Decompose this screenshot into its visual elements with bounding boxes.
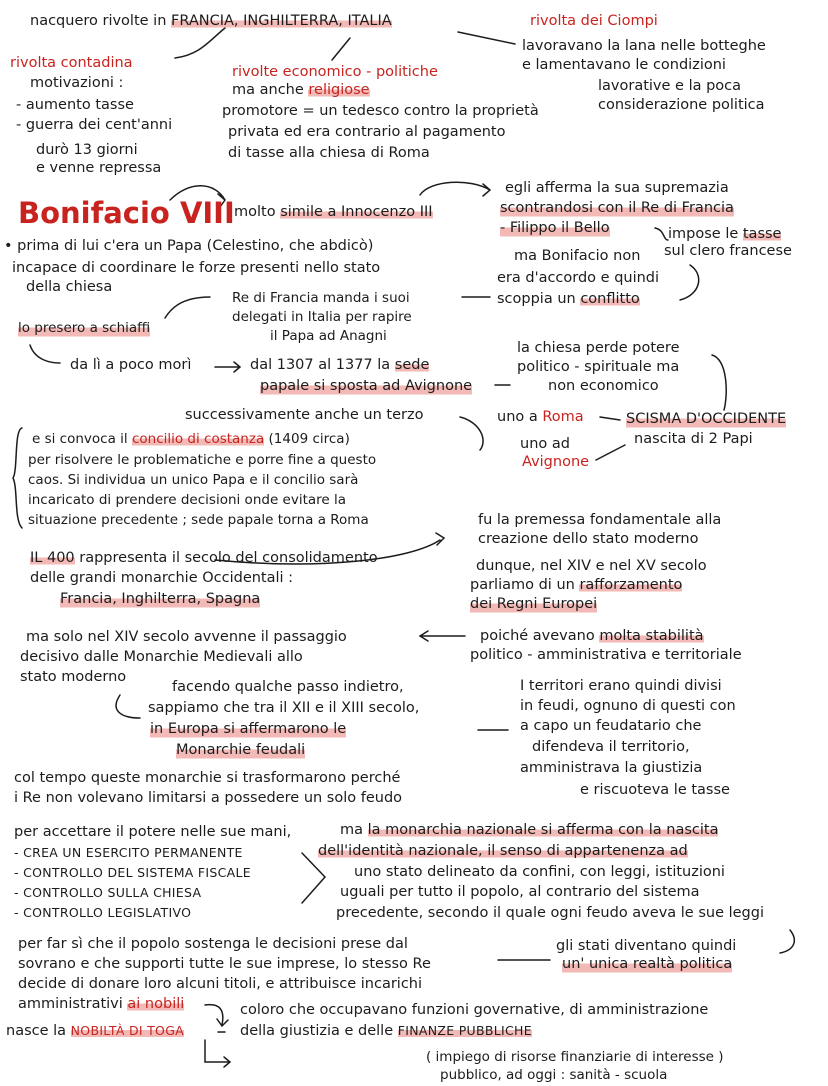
brace-concilio: [13, 428, 22, 528]
line-roma-scisma: [600, 417, 620, 420]
contadina-line: durò 13 giorni: [36, 142, 138, 158]
impiego-line: pubblico, ad oggi : sanità - scuola: [440, 1067, 668, 1083]
indietro-line: facendo qualche passo indietro,: [172, 679, 404, 695]
bonifacio-simile: [234, 202, 433, 222]
xiv-line: dunque, nel XIV e nel XV secolo: [476, 558, 707, 574]
quattrocento-line: [30, 548, 378, 568]
arrow-poiche-passaggio: [420, 631, 465, 641]
passaggio-line: decisivo dalle Monarchie Medievali allo: [20, 649, 303, 665]
rafforzamento-highlight: rafforzamento: [579, 577, 683, 593]
conflitto-line: [497, 289, 640, 309]
sede-highlight: sede: [394, 357, 430, 373]
curve-terzo: [460, 417, 483, 450]
territori-line: amministrava la giustizia: [520, 760, 703, 776]
control-item: - CONTROLLO LEGISLATIVO: [14, 905, 192, 920]
prima-line: • prima di lui c'era un Papa (Celestino, che abdicò): [4, 238, 374, 254]
popolo-line: [18, 994, 184, 1014]
premessa-line: fu la premessa fondamentale alla: [478, 512, 722, 528]
brace-tasse: [655, 228, 668, 240]
nascita-line: [318, 841, 688, 861]
terzo-text: successivamente anche un terzo: [185, 407, 424, 423]
territori-line: I territori erano quindi divisi: [520, 678, 722, 694]
tempo-line: col tempo queste monarchie si trasformarono perché: [14, 770, 401, 786]
ciompi-line: considerazione politica: [598, 97, 765, 113]
premessa-line: creazione dello stato moderno: [478, 531, 699, 547]
concilio-label: e si convoca il: [32, 431, 128, 447]
ciompi-line: lavorative e la poca: [598, 78, 742, 94]
chiesa-line: non economico: [548, 378, 659, 394]
chiesa-line: la chiesa perde potere: [517, 340, 680, 356]
arrow-innocenzo: [420, 182, 490, 196]
xiv-label: parliamo di un: [470, 577, 575, 593]
conflitto-label: scoppia un: [497, 291, 576, 307]
scisma-title: SCISMA D'OCCIDENTE: [626, 411, 787, 427]
arrow-nobili-coloro: [205, 1005, 228, 1026]
religiose-highlight: religiose: [308, 82, 370, 98]
coloro-line: coloro che occupavano funzioni governative, di amministrazione: [240, 1002, 709, 1018]
conflitto-highlight: conflitto: [580, 291, 640, 307]
bonifacio-title: Bonifacio VIII: [18, 196, 235, 230]
re-line: il Papa ad Anagni: [270, 328, 387, 344]
prima-line: incapace di coordinare le forze presenti nello stato: [12, 260, 381, 276]
toga-highlight: NOBILTÀ DI TOGA: [70, 1023, 185, 1038]
stabilita-highlight: molta stabilità: [599, 628, 704, 644]
economica-line: privata ed era contrario al pagamento: [228, 124, 506, 140]
nascita-line: [340, 820, 718, 840]
contadina-line: - aumento tasse: [16, 97, 134, 113]
control-item: - CREA UN ESERCITO PERMANENTE: [14, 845, 243, 860]
arrow-to-contadina: [175, 28, 225, 58]
line-re-left: [165, 297, 210, 318]
scisma-nascita: nascita di 2 Papi: [634, 431, 753, 447]
ciompi-title: rivolta dei Ciompi: [530, 13, 658, 29]
nobili-highlight: ai nobili: [127, 996, 185, 1012]
nazionale-line: uno stato delineato da confini, con leggi, istituzioni: [354, 864, 725, 880]
sede-line: papale si sposta ad Avignone: [260, 378, 473, 394]
countries-highlight: FRANCIA, INGHILTERRA, ITALIA: [171, 13, 392, 29]
quattrocento-line: delle grandi monarchie Occidentali :: [30, 570, 294, 586]
tasse-line: sul clero francese: [664, 243, 792, 259]
arrow-toga-down: [205, 1040, 230, 1067]
arrow-to-ciompi: [458, 32, 515, 44]
curve-chiesa-scisma: [712, 355, 726, 410]
sede-line: [250, 355, 429, 375]
suprem-line: scontrandosi con il Re di Francia: [500, 200, 734, 216]
indietro-line: in Europa si affermarono le: [150, 721, 347, 737]
re-line: delegati in Italia per rapire: [232, 309, 412, 325]
toga-label: nasce la: [6, 1023, 67, 1039]
tasse-label: impose le: [668, 226, 739, 242]
nazionale-line: precedente, secondo il quale ogni feudo aveva le sue leggi: [336, 905, 764, 921]
suprem-line: egli afferma la sua supremazia: [505, 180, 729, 196]
concilio-line: incaricato di prendere decisioni onde evitare la: [28, 492, 347, 508]
concilio-date: (1409 circa): [268, 431, 350, 447]
poiche-line: [480, 626, 704, 646]
conflitto-line: ma Bonifacio non: [514, 248, 641, 264]
accettare-text: per accettare il potere nelle sue mani,: [14, 824, 292, 840]
conflitto-line: era d'accordo e quindi: [497, 270, 660, 286]
ciompi-line: e lamentavano le condizioni: [522, 57, 726, 73]
prima-line: della chiesa: [26, 279, 113, 295]
indietro-line: sappiamo che tra il XII e il XIII secolo,: [148, 700, 420, 716]
stati-highlight: un' unica realtà politica: [562, 956, 733, 972]
countries-list: Francia, Inghilterra, Spagna: [60, 591, 261, 607]
passaggio-line: stato moderno: [20, 669, 127, 685]
mori-text: da lì a poco morì: [70, 357, 192, 373]
popolo-line: decide di donare loro alcuni titoli, e attribuisce incarichi: [18, 976, 423, 992]
popolo-line: sovrano e che supporti tutte le sue imprese, lo stesso Re: [18, 956, 431, 972]
roma-label: uno a: [497, 409, 538, 425]
innocenzo-highlight: simile a Innocenzo III: [280, 204, 433, 220]
poiche-line: politico - amministrativa e territoriale: [470, 647, 742, 663]
suprem-line: - Filippo il Bello: [500, 220, 610, 236]
concilio-line: caos. Si individua un unico Papa e il concilio sarà: [28, 472, 359, 488]
concilio-name: concilio di costanza: [131, 431, 265, 447]
popolo-line: per far sì che il popolo sostenga le decisioni prese dal: [18, 936, 408, 952]
contadina-line: - guerra dei cent'anni: [16, 117, 173, 133]
nazionale-line: uguali per tutto il popolo, al contrario del sistema: [340, 884, 700, 900]
tasse-highlight: tasse: [742, 226, 782, 242]
monarchia-highlight: la monarchia nazionale si afferma con la nascita: [367, 822, 719, 838]
economica-line: di tasse alla chiesa di Roma: [228, 145, 430, 161]
territori-line: in feudi, ognuno di questi con: [520, 698, 736, 714]
sede-label: dal 1307 al 1377 la: [250, 357, 391, 373]
intro-text: [30, 11, 392, 31]
territori-line: a capo un feudatario che: [520, 718, 702, 734]
nobili-label: amministrativi: [18, 996, 123, 1012]
concilio-line: per risolvere le problematiche e porre fine a questo: [28, 452, 377, 468]
year-highlight: IL 400: [30, 550, 75, 566]
avignone-label: uno ad: [520, 436, 570, 452]
curve-indietro: [116, 695, 140, 718]
re-line: Re di Francia manda i suoi: [232, 290, 410, 306]
arrow-to-economica: [332, 38, 350, 60]
toga-line: [6, 1021, 184, 1041]
xiv-line: [470, 575, 682, 595]
coloro-label: della giustizia e delle: [240, 1023, 394, 1039]
ma-label: ma: [340, 822, 364, 838]
roma-line: [497, 407, 584, 427]
concilio-line: situazione precedente ; sede papale torna a Roma: [28, 512, 369, 528]
roma-name: Roma: [542, 409, 584, 425]
control-item: - CONTROLLO SULLA CHIESA: [14, 885, 202, 900]
control-item: - CONTROLLO DEL SISTEMA FISCALE: [14, 865, 251, 880]
economica-subtitle: [232, 80, 370, 100]
coloro-line: [240, 1021, 532, 1041]
economica-line: promotore = un tedesco contro la proprietà: [222, 103, 539, 119]
impiego-line: ( impiego di risorse finanziarie di interesse ): [426, 1049, 724, 1065]
line-stati-right: [780, 930, 794, 953]
concilio-head: [32, 429, 350, 449]
curve-conflitto-right: [680, 265, 699, 300]
contadina-line: motivazioni :: [30, 75, 124, 91]
avignone-name: Avignone: [522, 454, 590, 470]
economica-label: ma anche: [232, 82, 304, 98]
finanze-highlight: FINANZE PUBBLICHE: [397, 1023, 532, 1038]
territori-line: e riscuoteva le tasse: [580, 782, 730, 798]
territori-line: difendeva il territorio,: [532, 739, 690, 755]
passaggio-line: ma solo nel XIV secolo avvenne il passaggio: [26, 629, 347, 645]
indietro-line: Monarchie feudali: [176, 742, 306, 758]
schiaffi-text: lo presero a schiaffi: [18, 320, 151, 336]
simile-label: molto: [234, 204, 276, 220]
line-avignone-scisma: [596, 445, 625, 460]
arrow-mori-sede: [215, 362, 240, 372]
economica-title: rivolte economico - politiche: [232, 64, 438, 80]
xiv-line: dei Regni Europei: [470, 596, 598, 612]
poiche-label: poiché avevano: [480, 628, 595, 644]
tempo-line: i Re non volevano limitarsi a possedere un solo feudo: [14, 790, 403, 806]
chiesa-line: politico - spirituale ma: [517, 359, 680, 375]
ciompi-line: lavoravano la lana nelle botteghe: [522, 38, 766, 54]
curve-schiaffi: [30, 345, 60, 363]
quattrocento-text: rappresenta il secolo del consolidamento: [79, 550, 378, 566]
contadina-line: e venne repressa: [36, 160, 162, 176]
appartenenza-highlight: , il senso di appartenenza ad: [478, 843, 688, 859]
identita-highlight: dell'identità nazionale: [318, 843, 479, 859]
intro-label: nacquero rivolte in: [30, 13, 167, 29]
contadina-title: rivolta contadina: [10, 55, 133, 71]
stati-line: gli stati diventano quindi: [556, 938, 737, 954]
